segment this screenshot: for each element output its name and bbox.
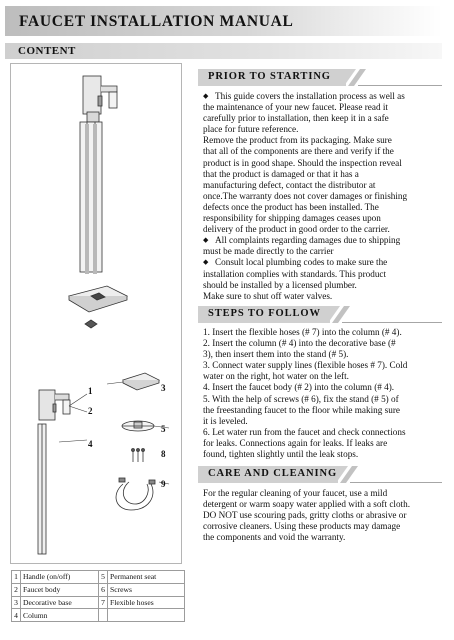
title-bar [5, 6, 442, 36]
prior-heading: PRIOR TO STARTING [208, 71, 331, 82]
manual-title: FAUCET INSTALLATION MANUAL [19, 13, 294, 30]
part-number: 4 [12, 609, 21, 622]
steps-header [198, 306, 442, 323]
table-row [12, 596, 185, 609]
callout-2: 2 [88, 406, 93, 416]
steps-line: the freestanding faucet to the floor while making sure [203, 404, 400, 415]
part-label: Faucet body [21, 583, 99, 596]
part-number: 7 [99, 596, 108, 609]
table-row [12, 609, 185, 622]
prior-line: that all of the components are there and verify if the [203, 146, 394, 157]
prior-line: should be installed by a licensed plumber. [203, 279, 357, 290]
steps-line: 4. Insert the faucet body (# 2) into the column (# 4). [203, 382, 395, 393]
prior-line: delivery of the product in good order to the carrier. [203, 224, 390, 235]
steps-line: 3), then insert them into the stand (# 5). [203, 349, 349, 360]
illustration-frame [10, 63, 182, 564]
table-row [12, 583, 185, 596]
part-number: 1 [12, 571, 21, 584]
prior-line: responsibility for shipping damages ceases upon [203, 213, 381, 224]
part-label: Screws [108, 583, 185, 596]
callout-8: 8 [161, 449, 166, 459]
table-row [12, 571, 185, 584]
prior-line: place for future reference. [203, 124, 299, 135]
prior-line: ◆ All complaints regarding damages due to shipping [203, 235, 401, 246]
prior-line: manufacturing defect, contact the distributor at [203, 179, 376, 190]
callout-4: 4 [88, 439, 93, 449]
exploded-parts-drawing [38, 373, 159, 554]
part-label [108, 609, 185, 622]
steps-line: found, tighten slightly until the leak stops. [203, 449, 359, 460]
content-bar [5, 43, 442, 59]
callout-9: 9 [161, 479, 166, 489]
callout-3: 3 [161, 383, 166, 393]
assembled-faucet-drawing [69, 76, 127, 328]
prior-line: Remove the product from its packaging. Make sure [203, 135, 392, 146]
diamond-bullet-icon: ◆ [203, 92, 209, 100]
prior-line: installation complies with standards. This product [203, 268, 387, 279]
prior-line: ◆ Consult local plumbing codes to make sure the [203, 257, 388, 268]
prior-text [203, 91, 443, 302]
care-line: detergent or warm soapy water applied with a soft cloth. [203, 499, 410, 510]
care-header [198, 466, 442, 483]
callout-leaders [59, 382, 169, 484]
steps-line: 3. Connect water supply lines (flexible hoses # 7). Cold [203, 360, 408, 371]
prior-header [198, 69, 442, 86]
steps-line: water on the right, hot water on the left. [203, 371, 349, 382]
prior-line: defects once the product has been installed. The [203, 201, 379, 212]
prior-line: that the product is damaged or that it has a [203, 168, 359, 179]
steps-line: it is leveled. [203, 415, 248, 426]
part-number: 2 [12, 583, 21, 596]
part-number [99, 609, 108, 622]
part-label: Permanent seat [108, 571, 185, 584]
steps-heading: STEPS TO FOLLOW [208, 308, 321, 319]
faucet-illustration [11, 64, 183, 565]
steps-line: 1. Insert the flexible hoses (# 7) into the column (# 4). [203, 327, 402, 337]
care-heading: CARE AND CLEANING [208, 468, 338, 479]
diamond-bullet-icon: ◆ [203, 236, 209, 245]
prior-line: once.The warranty does not cover damages or finishing [203, 190, 408, 201]
part-label: Decorative base [21, 596, 99, 609]
callout-1: 1 [88, 386, 93, 396]
prior-line: carefully prior to installation, then keep it in a safe [203, 113, 389, 124]
prior-line: product is in good shape. Should the inspection reveal [203, 157, 402, 168]
part-label: Flexible hoses [108, 596, 185, 609]
steps-text [203, 327, 443, 460]
part-number: 5 [99, 571, 108, 584]
prior-line: must be made directly to the carrier [203, 246, 334, 257]
steps-line: for leaks. Connections again for leaks. If leaks are [203, 437, 388, 448]
part-label: Handle (on/off) [21, 571, 99, 584]
care-line: DO NOT use scouring pads, gritty cloths or abrasive or [203, 510, 407, 521]
part-number: 3 [12, 596, 21, 609]
care-line: corrosive cleaners. Using these products may damage [203, 521, 401, 532]
parts-table [11, 570, 185, 622]
care-line: the components and void the warranty. [203, 532, 346, 543]
prior-line: the maintenance of your new faucet. Please read it [203, 102, 388, 113]
diamond-bullet-icon: ◆ [203, 258, 209, 267]
prior-line: ◆ This guide covers the installation process as well as [203, 91, 405, 101]
care-line: For the regular cleaning of your faucet, use a mild [203, 488, 388, 498]
part-label: Column [21, 609, 99, 622]
callout-5: 5 [161, 424, 166, 434]
steps-line: 5. With the help of screws (# 6), fix the stand (# 5) of [203, 393, 399, 404]
steps-line: 6. Let water run from the faucet and check connections [203, 426, 406, 437]
part-number: 6 [99, 583, 108, 596]
prior-line: Make sure to shut off water valves. [203, 290, 333, 301]
care-text [203, 488, 443, 543]
steps-line: 2. Insert the column (# 4) into the decorative base (# [203, 338, 396, 349]
content-label: CONTENT [18, 45, 76, 57]
